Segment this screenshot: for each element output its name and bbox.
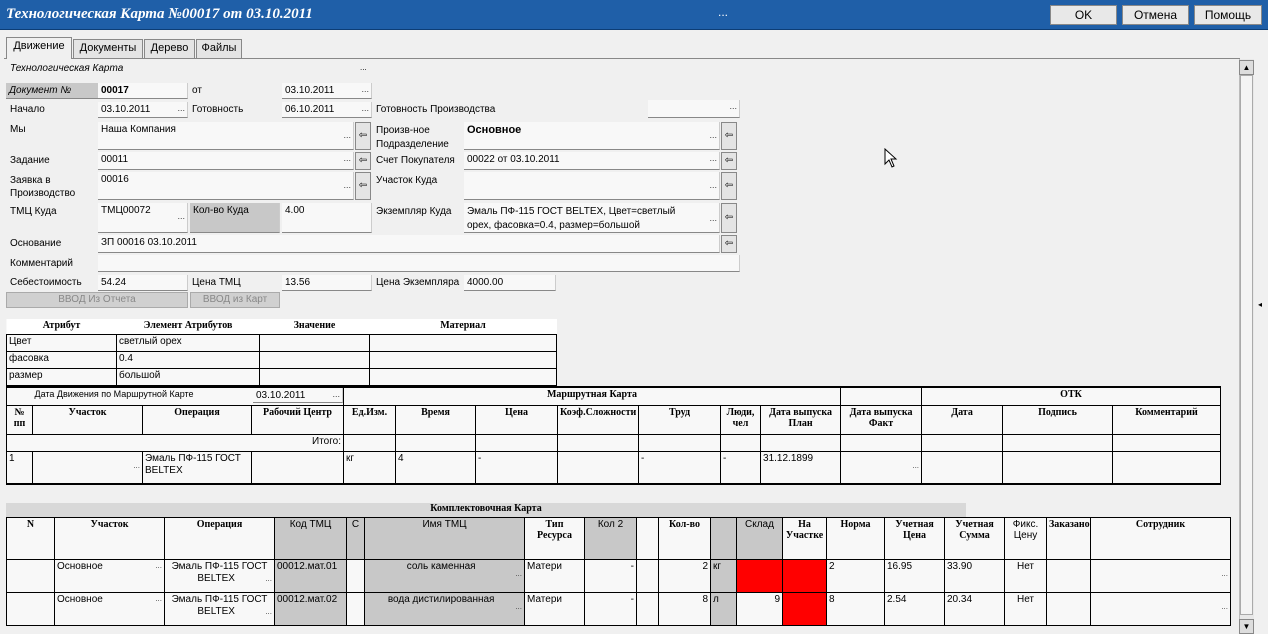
route-col: Цена bbox=[476, 405, 558, 434]
kit-col: Сотрудник bbox=[1091, 518, 1231, 560]
order-field[interactable] bbox=[98, 172, 354, 200]
order-dots[interactable]: ... bbox=[343, 180, 351, 190]
table-row[interactable] bbox=[7, 351, 557, 368]
doc-date-dots[interactable]: ... bbox=[361, 84, 369, 94]
kit-fix[interactable]: Нет bbox=[1005, 560, 1047, 593]
route-col: Операция bbox=[143, 405, 252, 434]
resize-handle-icon[interactable]: ◂ bbox=[1258, 300, 1263, 309]
kit-onsite bbox=[783, 593, 827, 626]
doc-no-field[interactable]: 00017 bbox=[98, 83, 188, 99]
we-value: Наша Компания bbox=[101, 124, 176, 135]
title-bar bbox=[0, 0, 1268, 30]
task-arrow-icon[interactable]: ⇦ bbox=[355, 152, 371, 170]
kit-area: Основное bbox=[57, 594, 103, 605]
kit-area-dots[interactable]: ... bbox=[155, 561, 162, 570]
instance-to-label: Экземпляр Куда bbox=[376, 206, 452, 217]
kit-op-dots[interactable]: ... bbox=[265, 574, 272, 583]
task-field[interactable] bbox=[98, 152, 354, 170]
prod-dept-value: Основное bbox=[467, 124, 522, 136]
invoice-arrow-icon[interactable]: ⇦ bbox=[721, 152, 737, 170]
attr-col-attribute: Атрибут bbox=[42, 320, 81, 331]
route-date-label: Дата Движения по Маршрутной Карте bbox=[33, 387, 344, 405]
table-row[interactable] bbox=[7, 368, 557, 385]
kit-col bbox=[637, 518, 659, 560]
ready-dots[interactable]: ... bbox=[361, 103, 369, 113]
instance-price-field: 4000.00 bbox=[464, 275, 556, 291]
prod-ready-dots[interactable]: ... bbox=[729, 101, 737, 111]
kit-col: Заказано bbox=[1047, 518, 1091, 560]
kit-name-dots[interactable]: ... bbox=[515, 602, 522, 611]
kit-emp-cell[interactable] bbox=[1091, 593, 1231, 626]
route-area-cell[interactable] bbox=[33, 451, 143, 484]
kit-unit: л bbox=[711, 593, 737, 626]
attr-cell: 0.4 bbox=[117, 351, 260, 368]
kit-col: Учетная Цена bbox=[885, 518, 945, 560]
otk-comment[interactable] bbox=[1113, 451, 1221, 484]
scroll-down-icon[interactable]: ▼ bbox=[1239, 619, 1254, 634]
kit-name-dots[interactable]: ... bbox=[515, 569, 522, 578]
route-col: Подпись bbox=[1003, 405, 1113, 434]
scroll-up-icon[interactable]: ▲ bbox=[1239, 60, 1254, 75]
route-table bbox=[6, 386, 1221, 485]
kit-col: На Участке bbox=[783, 518, 827, 560]
basis-arrow-icon[interactable]: ⇦ bbox=[721, 235, 737, 253]
attr-cell: светлый орех bbox=[117, 334, 260, 351]
instance-to-field[interactable] bbox=[464, 203, 720, 233]
from-label: от bbox=[192, 85, 202, 96]
kit-emp-dots[interactable]: ... bbox=[1221, 602, 1228, 611]
area-to-field[interactable] bbox=[464, 172, 720, 200]
kit-norm[interactable]: 8 bbox=[827, 593, 885, 626]
kit-stock bbox=[737, 560, 783, 593]
start-dots[interactable]: ... bbox=[177, 103, 185, 113]
doc-no-label: Документ № bbox=[9, 85, 72, 96]
basis-label: Основание bbox=[10, 238, 62, 249]
kit-norm[interactable]: 2 bbox=[827, 560, 885, 593]
total-label: Итого: bbox=[7, 434, 344, 451]
prod-dept-field[interactable] bbox=[464, 122, 720, 150]
instance-to-dots[interactable]: ... bbox=[709, 213, 717, 223]
tmc-price-label: Цена ТМЦ bbox=[192, 277, 241, 288]
route-people[interactable]: - bbox=[721, 451, 761, 484]
kit-ordered bbox=[1047, 593, 1091, 626]
kit-col: Учетная Сумма bbox=[945, 518, 1005, 560]
kit-col: Код ТМЦ bbox=[275, 518, 347, 560]
area-to-label: Участок Куда bbox=[376, 175, 438, 186]
input-from-report-button[interactable]: ВВОД Из Отчета bbox=[6, 292, 188, 308]
kit-area: Основное bbox=[57, 561, 103, 572]
section-title: Технологическая Карта bbox=[10, 63, 124, 74]
kit-name: соль каменная bbox=[406, 561, 476, 572]
attr-cell[interactable] bbox=[260, 351, 370, 368]
invoice-field[interactable] bbox=[464, 152, 720, 170]
route-center[interactable] bbox=[252, 451, 344, 484]
kit-op: Эмаль ПФ-115 ГОСТ BELTEX bbox=[171, 561, 268, 584]
route-col: Время bbox=[396, 405, 476, 434]
attr-cell[interactable] bbox=[370, 334, 557, 351]
route-labor[interactable]: - bbox=[639, 451, 721, 484]
kit-c[interactable] bbox=[347, 593, 365, 626]
doc-date-value: 03.10.2011 bbox=[285, 85, 335, 96]
kit-col: Норма bbox=[827, 518, 885, 560]
cost-label: Себестоимость bbox=[10, 277, 82, 288]
kit-n bbox=[7, 560, 55, 593]
prod-ready-field[interactable] bbox=[648, 100, 740, 118]
kit-sum: 33.90 bbox=[945, 560, 1005, 593]
order-value: 00016 bbox=[101, 174, 129, 185]
kit-col bbox=[711, 518, 737, 560]
route-col: Ед.Изм. bbox=[344, 405, 396, 434]
kit-title: Комплектовочная Карта bbox=[6, 503, 966, 517]
route-group-header: Маршрутная Карта bbox=[344, 387, 841, 405]
input-from-card-button[interactable]: ВВОД из Карт bbox=[190, 292, 280, 308]
table-row[interactable] bbox=[7, 334, 557, 351]
kit-n bbox=[7, 593, 55, 626]
route-col: Участок bbox=[33, 405, 143, 434]
window-title: Технологическая Карта №00017 от 03.10.2011 bbox=[6, 6, 313, 22]
kit-qty2[interactable]: - bbox=[585, 593, 637, 626]
order-arrow-icon[interactable]: ⇦ bbox=[355, 172, 371, 200]
attr-col-value: Значение bbox=[293, 320, 336, 331]
we-field[interactable] bbox=[98, 122, 354, 150]
qty-to-label: Кол-во Куда bbox=[193, 205, 249, 216]
tab-movement[interactable]: Движение bbox=[6, 37, 72, 59]
comment-label: Комментарий bbox=[10, 258, 73, 269]
kit-area-dots[interactable]: ... bbox=[155, 594, 162, 603]
route-date-value: 03.10.2011 bbox=[256, 390, 306, 401]
kit-op: Эмаль ПФ-115 ГОСТ BELTEX bbox=[171, 594, 268, 617]
route-time[interactable]: 4 bbox=[396, 451, 476, 484]
invoice-dots[interactable]: ... bbox=[709, 153, 717, 163]
kit-area-cell[interactable] bbox=[55, 560, 165, 593]
kit-name-cell[interactable] bbox=[365, 560, 525, 593]
route-fact-cell[interactable] bbox=[841, 451, 922, 484]
tab-tree[interactable]: Дерево bbox=[144, 39, 195, 58]
tmc-to-field[interactable] bbox=[98, 203, 188, 233]
task-label: Задание bbox=[10, 155, 50, 166]
attr-cell[interactable] bbox=[370, 351, 557, 368]
route-area-dots[interactable]: ... bbox=[133, 460, 140, 470]
kit-sum: 20.34 bbox=[945, 593, 1005, 626]
table-row[interactable] bbox=[7, 451, 1221, 484]
help-button[interactable]: Помощь bbox=[1194, 5, 1262, 25]
route-col: Дата bbox=[922, 405, 1003, 434]
route-col: Комментарий bbox=[1113, 405, 1221, 434]
cost-field: 54.24 bbox=[98, 275, 188, 291]
kit-area-cell[interactable] bbox=[55, 593, 165, 626]
route-date-dots[interactable]: ... bbox=[332, 389, 340, 399]
route-fact-dots[interactable]: ... bbox=[912, 460, 920, 470]
tab-documents[interactable]: Документы bbox=[73, 39, 143, 58]
start-label: Начало bbox=[10, 104, 45, 115]
kit-e bbox=[637, 593, 659, 626]
route-price[interactable]: - bbox=[476, 451, 558, 484]
doc-date-field[interactable] bbox=[282, 83, 372, 99]
tab-divider bbox=[4, 58, 1240, 59]
kit-qty[interactable]: 8 bbox=[659, 593, 711, 626]
kit-col: Склад bbox=[737, 518, 783, 560]
kit-col: Участок bbox=[55, 518, 165, 560]
kit-ordered bbox=[1047, 560, 1091, 593]
kit-type[interactable]: Матери bbox=[525, 560, 585, 593]
area-to-dots[interactable]: ... bbox=[709, 180, 717, 190]
kit-e bbox=[637, 560, 659, 593]
table-row[interactable] bbox=[7, 560, 1231, 593]
basis-field[interactable]: ЗП 00016 03.10.2011 bbox=[98, 235, 720, 253]
kit-table bbox=[6, 517, 1231, 626]
table-row[interactable] bbox=[7, 593, 1231, 626]
title-menu-dots[interactable]: ... bbox=[718, 5, 729, 19]
kit-col: N bbox=[7, 518, 55, 560]
area-to-arrow-icon[interactable]: ⇦ bbox=[721, 172, 737, 200]
route-coef[interactable] bbox=[558, 451, 639, 484]
route-operation[interactable]: Эмаль ПФ-115 ГОСТ BELTEX bbox=[143, 451, 252, 484]
route-plan[interactable]: 31.12.1899 bbox=[761, 451, 841, 484]
kit-onsite bbox=[783, 560, 827, 593]
task-dots[interactable]: ... bbox=[343, 153, 351, 163]
kit-op-cell[interactable] bbox=[165, 593, 275, 626]
kit-c[interactable] bbox=[347, 560, 365, 593]
qty-to-label-box bbox=[190, 203, 280, 233]
instance-to-arrow-icon[interactable]: ⇦ bbox=[721, 203, 737, 233]
route-unit: кг bbox=[344, 451, 396, 484]
we-arrow-icon[interactable]: ⇦ bbox=[355, 122, 371, 150]
kit-col: Имя ТМЦ bbox=[365, 518, 525, 560]
tmc-to-dots[interactable]: ... bbox=[177, 211, 185, 221]
attr-cell[interactable] bbox=[370, 368, 557, 385]
prod-dept-arrow-icon[interactable]: ⇦ bbox=[721, 122, 737, 150]
kit-col: Тип Ресурса bbox=[525, 518, 585, 560]
kit-col: Фикс. Цену bbox=[1005, 518, 1047, 560]
kit-col: Кол-во bbox=[659, 518, 711, 560]
task-value: 00011 bbox=[101, 154, 129, 165]
kit-qty[interactable]: 2 bbox=[659, 560, 711, 593]
kit-type[interactable]: Матери bbox=[525, 593, 585, 626]
kit-col: Кол 2 bbox=[585, 518, 637, 560]
mouse-cursor-icon bbox=[884, 148, 898, 168]
we-label: Мы bbox=[10, 124, 26, 135]
attr-col-material: Материал bbox=[440, 320, 486, 331]
otk-sign[interactable] bbox=[1003, 451, 1113, 484]
kit-price[interactable]: 16.95 bbox=[885, 560, 945, 593]
ready-label: Готовность bbox=[192, 104, 244, 115]
route-col: Рабочий Центр bbox=[252, 405, 344, 434]
we-dots[interactable]: ... bbox=[343, 130, 351, 140]
ready-field[interactable] bbox=[282, 102, 372, 118]
route-col: Люди, чел bbox=[721, 405, 761, 434]
otk-group-header: ОТК bbox=[922, 387, 1221, 405]
cancel-button[interactable]: Отмена bbox=[1122, 5, 1189, 25]
kit-name-cell[interactable] bbox=[365, 593, 525, 626]
kit-name: вода дистилированная bbox=[387, 594, 495, 605]
tmc-to-label: ТМЦ Куда bbox=[10, 206, 57, 217]
kit-stock: 9 bbox=[737, 593, 783, 626]
kit-unit: кг bbox=[711, 560, 737, 593]
instance-price-label: Цена Экземпляра bbox=[376, 277, 460, 288]
route-col: Дата выпуска Факт bbox=[841, 405, 922, 434]
instance-to-value: Эмаль ПФ-115 ГОСТ BELTEX, Цвет=светлый орех, фасовка=0.4, размер=большой bbox=[467, 206, 676, 231]
route-col: Труд bbox=[639, 405, 721, 434]
route-col: Дата выпуска План bbox=[761, 405, 841, 434]
start-field[interactable] bbox=[98, 102, 188, 118]
kit-op-dots[interactable]: ... bbox=[265, 607, 272, 616]
ready-value: 06.10.2011 bbox=[285, 104, 335, 115]
tmc-price-field: 13.56 bbox=[282, 275, 372, 291]
attr-cell[interactable] bbox=[260, 368, 370, 385]
attr-cell: большой bbox=[117, 368, 260, 385]
route-date-field[interactable] bbox=[253, 388, 343, 403]
order-label: Заявка в Производство bbox=[10, 175, 76, 199]
attr-cell: Цвет bbox=[7, 334, 117, 351]
kit-op-cell[interactable] bbox=[165, 560, 275, 593]
tab-files[interactable]: Файлы bbox=[196, 39, 242, 58]
tmc-to-value: ТМЦ00072 bbox=[101, 205, 151, 216]
attr-cell[interactable] bbox=[260, 334, 370, 351]
kit-emp-cell[interactable] bbox=[1091, 560, 1231, 593]
total-row bbox=[7, 434, 1221, 451]
route-n: 1 bbox=[7, 451, 33, 484]
route-col: № пп bbox=[7, 405, 33, 434]
ok-button[interactable]: OK bbox=[1050, 5, 1117, 25]
qty-to-field[interactable]: 4.00 bbox=[282, 203, 372, 233]
attr-cell: размер bbox=[7, 368, 117, 385]
comment-field[interactable] bbox=[98, 255, 740, 272]
attributes-table bbox=[6, 319, 557, 386]
kit-fix[interactable]: Нет bbox=[1005, 593, 1047, 626]
prod-ready-label: Готовность Производства bbox=[376, 104, 496, 115]
scroll-thumb[interactable] bbox=[1240, 75, 1253, 615]
invoice-value: 00022 от 03.10.2011 bbox=[467, 154, 560, 165]
attr-col-element: Элемент Атрибутов bbox=[143, 320, 233, 331]
kit-col: Операция bbox=[165, 518, 275, 560]
invoice-label: Счет Покупателя bbox=[376, 155, 455, 166]
otk-date[interactable] bbox=[922, 451, 1003, 484]
kit-price[interactable]: 2.54 bbox=[885, 593, 945, 626]
section-dots[interactable]: ... bbox=[360, 63, 367, 72]
prod-dept-label: Произв-ное Подразделение bbox=[376, 125, 449, 150]
attr-cell: фасовка bbox=[7, 351, 117, 368]
kit-col: С bbox=[347, 518, 365, 560]
kit-code[interactable]: 00012.мат.01 bbox=[275, 560, 347, 593]
kit-qty2[interactable]: - bbox=[585, 560, 637, 593]
kit-emp-dots[interactable]: ... bbox=[1221, 569, 1228, 578]
kit-code[interactable]: 00012.мат.02 bbox=[275, 593, 347, 626]
prod-dept-dots[interactable]: ... bbox=[709, 130, 717, 140]
route-col: Коэф.Сложности bbox=[558, 405, 639, 434]
start-value: 03.10.2011 bbox=[101, 104, 151, 115]
